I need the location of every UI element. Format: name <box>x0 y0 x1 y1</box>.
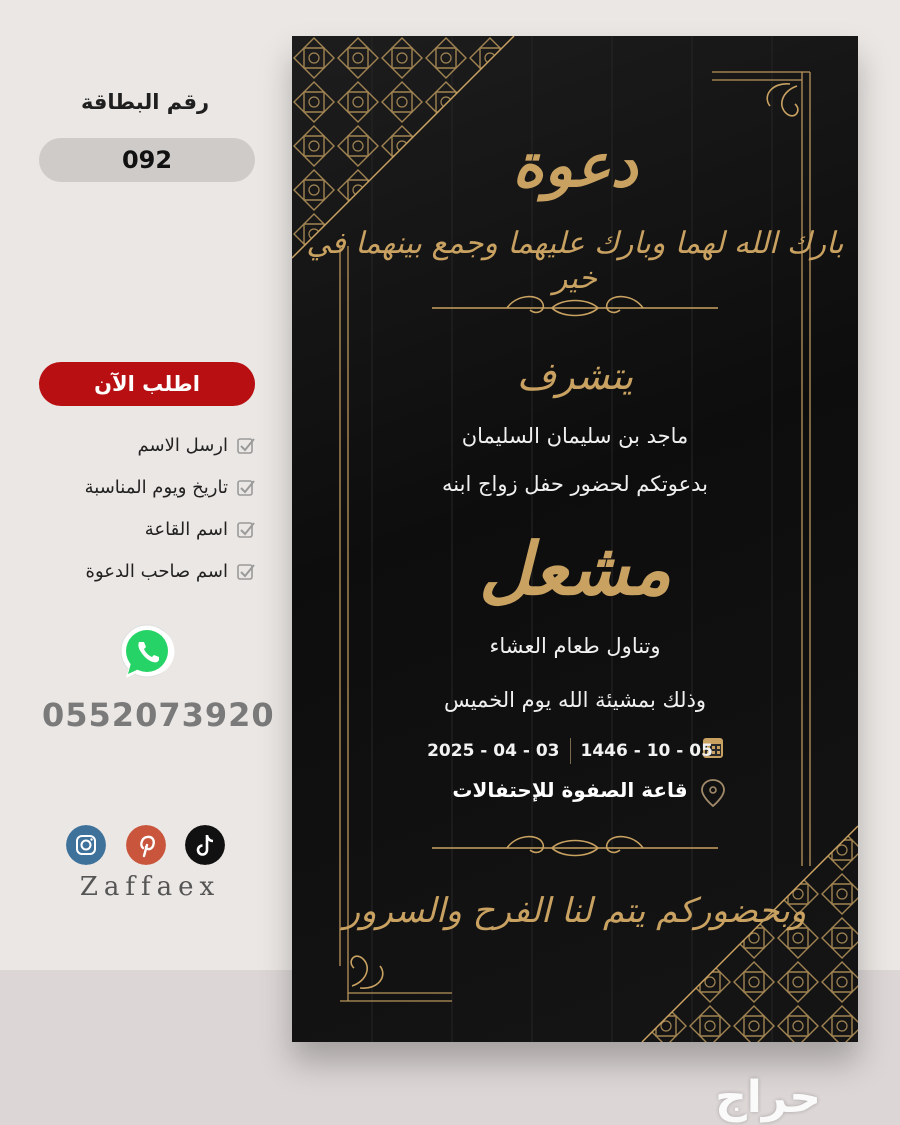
blessing-verse: بارك الله لهما وبارك عليهما وجمع بينهما في خير <box>306 226 844 296</box>
checklist-item-label: تاريخ ويوم المناسبة <box>84 476 228 498</box>
honor-word: يتشرف <box>516 354 634 398</box>
order-now-button[interactable]: اطلب الآن <box>39 362 255 406</box>
hijri-date: 1446 - 10 - 05 <box>580 741 713 761</box>
requirements-checklist <box>20 424 256 592</box>
checkbox-checked-icon <box>236 477 256 497</box>
checklist-item-label: ارسل الاسم <box>137 434 228 456</box>
brand-name: Zaffaex <box>79 872 221 902</box>
checkbox-checked-icon <box>236 561 256 581</box>
date-row <box>412 736 728 766</box>
day-line: وذلك بمشيئة الله يوم الخميس <box>443 688 707 712</box>
tiktok-icon[interactable] <box>185 825 225 865</box>
date-separator <box>570 738 571 764</box>
invitation-title: دعوة <box>512 131 638 201</box>
gregorian-date: 2025 - 04 - 03 <box>427 741 560 761</box>
venue-name: قاعة الصفوة للإحتفالات <box>452 778 688 802</box>
checkbox-checked-icon <box>236 519 256 539</box>
checklist-item <box>20 508 256 550</box>
checklist-item <box>20 424 256 466</box>
watermark-logo: حراج <box>715 1072 821 1123</box>
checkbox-checked-icon <box>236 435 256 455</box>
dinner-line: وتناول طعام العشاء <box>489 634 661 658</box>
groom-name: مشعل <box>478 526 672 611</box>
phone-number[interactable]: 0552073920 <box>42 696 275 734</box>
card-number-label: رقم البطاقة <box>80 90 210 114</box>
invitation-card <box>292 36 858 1042</box>
checklist-item <box>20 466 256 508</box>
checklist-item-label: اسم القاعة <box>144 518 228 540</box>
whatsapp-icon[interactable] <box>116 622 178 684</box>
closing-line: وبحضوركم يتم لنا الفرح والسرور <box>343 891 807 931</box>
checklist-item-label: اسم صاحب الدعوة <box>85 560 228 582</box>
instagram-icon[interactable] <box>66 825 106 865</box>
pinterest-icon[interactable] <box>126 825 166 865</box>
card-number-badge: 092 <box>39 138 255 182</box>
checklist-item <box>20 550 256 592</box>
host-name: ماجد بن سليمان السليمان <box>461 424 689 448</box>
invite-line: بدعوتكم لحضور حفل زواج ابنه <box>442 472 708 496</box>
